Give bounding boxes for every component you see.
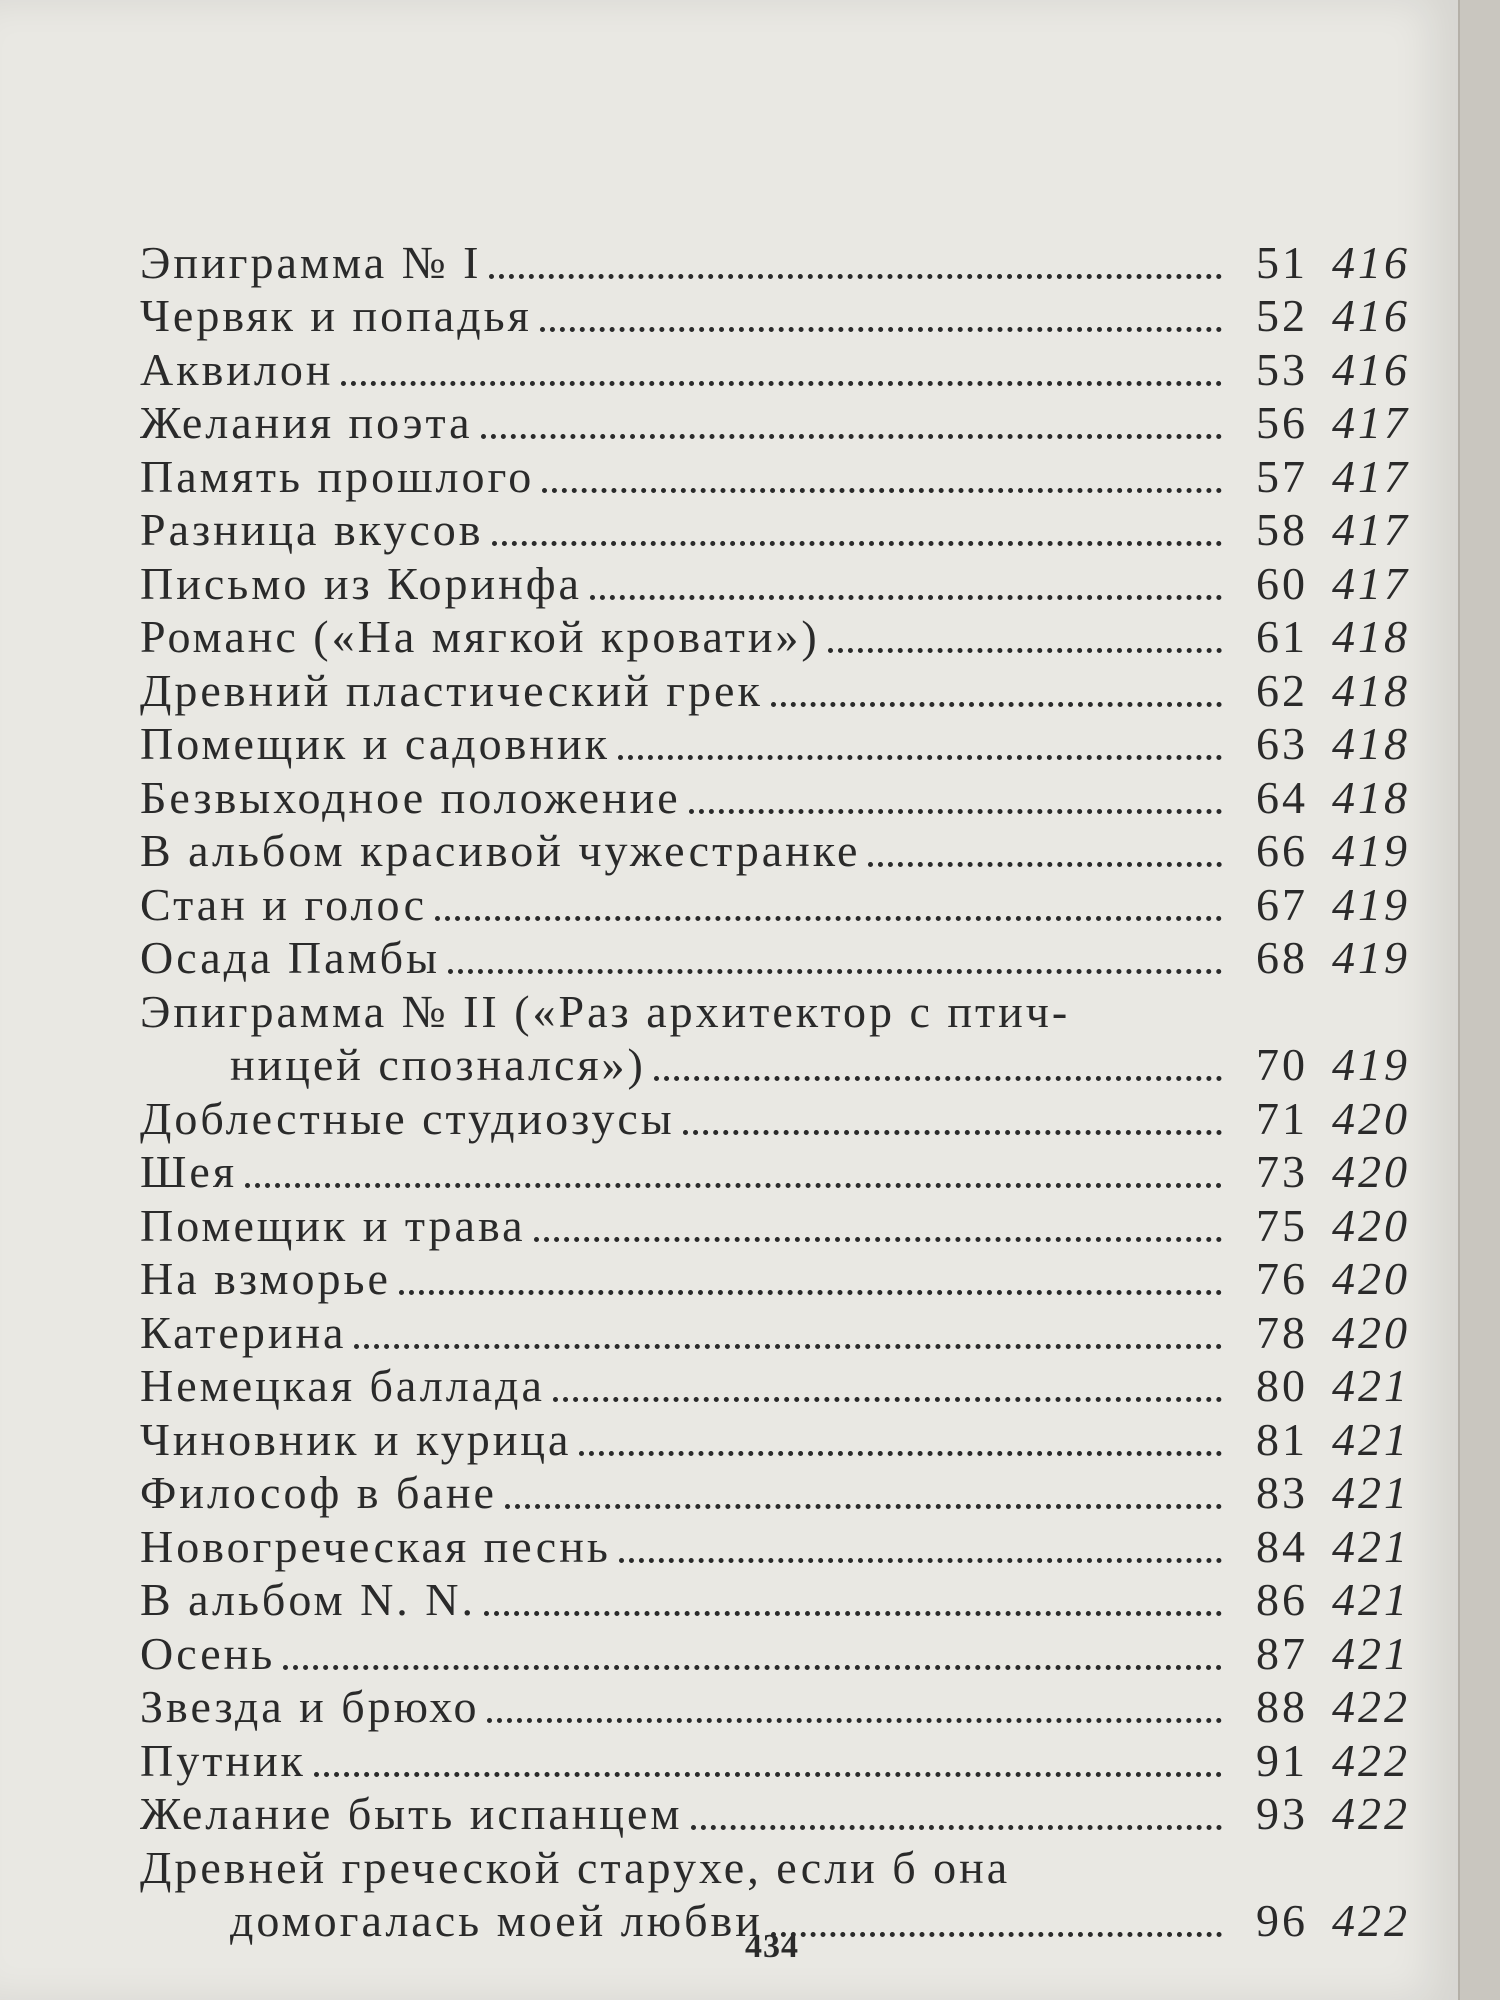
leader-dots xyxy=(771,690,1222,707)
toc-entry xyxy=(140,610,1410,664)
toc-page: 56 xyxy=(1256,397,1308,448)
toc-note-page: 421 xyxy=(1332,1574,1410,1625)
toc-title: Философ в бане xyxy=(140,1467,497,1518)
toc-entry xyxy=(140,931,1410,985)
leader-dots xyxy=(283,1653,1222,1670)
leader-dots xyxy=(484,1599,1222,1616)
toc-page: 87 xyxy=(1256,1627,1308,1679)
toc-title: Новогреческая песнь xyxy=(140,1520,611,1572)
toc-page: 73 xyxy=(1256,1146,1308,1197)
leader-dots xyxy=(590,583,1222,600)
leader-dots xyxy=(505,1492,1222,1509)
toc-title: Осень xyxy=(140,1627,276,1679)
leader-dots xyxy=(689,797,1222,814)
toc-title: Романс («На мягкой кровати») xyxy=(140,611,820,662)
toc-page: 84 xyxy=(1256,1520,1308,1572)
toc-note-page: 416 xyxy=(1332,343,1410,395)
toc-entry xyxy=(140,1466,1410,1520)
toc-entry xyxy=(140,1787,1410,1841)
page-number: 434 xyxy=(745,1928,799,1965)
leader-dots xyxy=(542,476,1222,493)
toc-entry xyxy=(140,1519,1410,1573)
toc-note-page: 421 xyxy=(1332,1627,1410,1679)
leader-dots xyxy=(771,1920,1222,1937)
toc-entry xyxy=(140,1840,1410,1894)
toc-note-page: 422 xyxy=(1332,1681,1410,1732)
toc-page: 66 xyxy=(1256,825,1308,876)
toc-entry xyxy=(140,877,1410,931)
toc-page: 51 xyxy=(1256,236,1308,288)
toc-note-page: 420 xyxy=(1332,1146,1410,1197)
toc-title: Помещик и садовник xyxy=(140,718,610,769)
toc-page: 78 xyxy=(1256,1306,1308,1358)
toc-page: 71 xyxy=(1256,1092,1308,1144)
toc-title: Память прошлого xyxy=(140,450,535,502)
toc-note-page: 418 xyxy=(1332,611,1410,662)
toc-title: На взморье xyxy=(140,1253,391,1304)
toc-title: Осада Памбы xyxy=(140,932,440,983)
toc-page: 68 xyxy=(1256,932,1308,983)
leader-dots xyxy=(492,529,1223,546)
toc-page: 80 xyxy=(1256,1360,1308,1411)
leader-dots xyxy=(341,369,1222,386)
toc-entry xyxy=(140,396,1410,450)
toc-entry xyxy=(140,556,1410,610)
toc-page: 91 xyxy=(1256,1734,1308,1786)
toc-page: 88 xyxy=(1256,1681,1308,1732)
book-gutter xyxy=(1458,0,1500,2000)
toc-title: Шея xyxy=(140,1146,237,1197)
toc-entry xyxy=(140,1198,1410,1252)
toc-entry xyxy=(140,984,1410,1038)
toc-page: 75 xyxy=(1256,1199,1308,1251)
leader-dots xyxy=(618,743,1222,760)
toc-page: 81 xyxy=(1256,1413,1308,1465)
toc-page: 57 xyxy=(1256,450,1308,502)
toc-page: 83 xyxy=(1256,1467,1308,1518)
toc-title: Чиновник и курица xyxy=(140,1413,572,1465)
toc-entry xyxy=(140,1252,1410,1306)
toc-note-page: 418 xyxy=(1332,718,1410,769)
leader-dots xyxy=(540,315,1222,332)
leader-dots xyxy=(654,1064,1222,1081)
toc-entry xyxy=(140,1145,1410,1199)
leader-dots xyxy=(481,422,1222,439)
toc-title: Желание быть испанцем xyxy=(140,1788,683,1839)
toc-note-page: 419 xyxy=(1332,825,1410,876)
toc-entry xyxy=(140,663,1410,717)
leader-dots xyxy=(868,850,1222,867)
toc-entry xyxy=(140,503,1410,557)
toc-entry xyxy=(140,342,1410,396)
toc-page: 52 xyxy=(1256,290,1308,341)
toc-page: 96 xyxy=(1256,1895,1308,1946)
toc-page: 63 xyxy=(1256,718,1308,769)
toc-entry xyxy=(140,1680,1410,1734)
toc-note-page: 422 xyxy=(1332,1788,1410,1839)
toc-title: Катерина xyxy=(140,1306,347,1358)
leader-dots xyxy=(487,1706,1222,1723)
toc-note-page: 421 xyxy=(1332,1467,1410,1518)
toc-title: Помещик и трава xyxy=(140,1199,526,1251)
leader-dots xyxy=(534,1225,1223,1242)
toc-entry-continuation xyxy=(140,1038,1410,1092)
toc-title: Разница вкусов xyxy=(140,504,484,555)
toc-note-page: 422 xyxy=(1332,1734,1410,1786)
toc-entry xyxy=(140,1573,1410,1627)
toc-entry xyxy=(140,235,1410,289)
leader-dots xyxy=(399,1278,1222,1295)
toc-note-page: 420 xyxy=(1332,1092,1410,1144)
leader-dots xyxy=(828,636,1222,653)
toc-entry xyxy=(140,449,1410,503)
toc-note-page: 422 xyxy=(1332,1895,1410,1946)
toc-note-page: 420 xyxy=(1332,1253,1410,1304)
toc-title: Древней греческой старухе, если б она xyxy=(140,1841,1011,1893)
toc-note-page: 419 xyxy=(1332,1039,1410,1090)
toc-note-page: 421 xyxy=(1332,1360,1410,1411)
toc-entry xyxy=(140,1359,1410,1413)
toc-note-page: 419 xyxy=(1332,878,1410,930)
toc-entry xyxy=(140,1733,1410,1787)
toc-entry xyxy=(140,770,1410,824)
toc-title: Безвыходное положение xyxy=(140,771,681,823)
toc-entry xyxy=(140,717,1410,771)
toc-title: Путник xyxy=(140,1734,306,1786)
toc-page: 67 xyxy=(1256,878,1308,930)
toc-note-page: 417 xyxy=(1332,504,1410,555)
toc-note-page: 417 xyxy=(1332,450,1410,502)
toc-entry xyxy=(140,1091,1410,1145)
toc-note-page: 420 xyxy=(1332,1306,1410,1358)
toc-title: Червяк и попадья xyxy=(140,290,532,341)
toc-note-page: 417 xyxy=(1332,397,1410,448)
leader-dots xyxy=(354,1332,1222,1349)
toc-page: 62 xyxy=(1256,664,1308,716)
toc-page: 58 xyxy=(1256,504,1308,555)
leader-dots xyxy=(579,1439,1222,1456)
leader-dots xyxy=(245,1171,1222,1188)
toc-page: 53 xyxy=(1256,343,1308,395)
toc-note-page: 417 xyxy=(1332,557,1410,609)
toc-entry xyxy=(140,824,1410,878)
toc-page: 64 xyxy=(1256,771,1308,823)
toc-note-page: 420 xyxy=(1332,1199,1410,1251)
toc-page: 60 xyxy=(1256,557,1308,609)
toc-page: 70 xyxy=(1256,1039,1308,1090)
toc-page: 76 xyxy=(1256,1253,1308,1304)
toc-title-continuation: ницей спознался») xyxy=(230,1039,646,1090)
toc-note-page: 418 xyxy=(1332,664,1410,716)
toc-title: Стан и голос xyxy=(140,878,428,930)
toc-note-page: 418 xyxy=(1332,771,1410,823)
leader-dots xyxy=(435,904,1222,921)
toc-entry xyxy=(140,1412,1410,1466)
table-of-contents xyxy=(140,235,1410,1947)
toc-title: Доблестные студиозусы xyxy=(140,1092,675,1144)
toc-title: Звезда и брюхо xyxy=(140,1681,480,1732)
leader-dots xyxy=(619,1546,1222,1563)
toc-title: Древний пластический грек xyxy=(140,664,763,716)
toc-title: Письмо из Коринфа xyxy=(140,557,582,609)
leader-dots xyxy=(314,1760,1222,1777)
toc-title-continuation: домогалась моей любви xyxy=(230,1895,763,1946)
toc-title: Эпиграмма № I xyxy=(140,236,482,288)
toc-note-page: 421 xyxy=(1332,1520,1410,1572)
toc-title: Эпиграмма № II («Раз архитектор с птич- xyxy=(140,985,1071,1037)
toc-entry xyxy=(140,289,1410,343)
toc-note-page: 419 xyxy=(1332,932,1410,983)
toc-title: Немецкая баллада xyxy=(140,1360,545,1411)
toc-title: Желания поэта xyxy=(140,397,473,448)
toc-page: 61 xyxy=(1256,611,1308,662)
leader-dots xyxy=(489,262,1222,279)
leader-dots xyxy=(448,957,1222,974)
leader-dots xyxy=(691,1813,1222,1830)
toc-entry xyxy=(140,1626,1410,1680)
toc-entry xyxy=(140,1305,1410,1359)
toc-title: В альбом красивой чужестранке xyxy=(140,825,861,876)
toc-page: 93 xyxy=(1256,1788,1308,1839)
toc-title: В альбом N. N. xyxy=(140,1574,477,1625)
toc-page: 86 xyxy=(1256,1574,1308,1625)
toc-note-page: 416 xyxy=(1332,290,1410,341)
toc-title: Аквилон xyxy=(140,343,334,395)
toc-note-page: 421 xyxy=(1332,1413,1410,1465)
leader-dots xyxy=(683,1118,1222,1135)
toc-note-page: 416 xyxy=(1332,236,1410,288)
leader-dots xyxy=(553,1385,1222,1402)
